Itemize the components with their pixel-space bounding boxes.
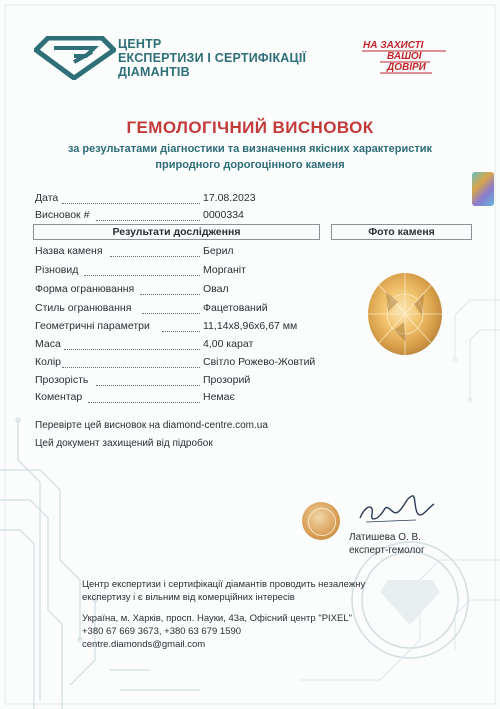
document-title: ГЕМОЛОГІЧНИЙ ВИСНОВОК (126, 118, 374, 137)
hologram-sticker (472, 172, 494, 206)
result-value: Немає (203, 391, 235, 403)
leader-dots (162, 331, 200, 332)
result-value: 4,00 карат (203, 338, 254, 350)
leader-dots (96, 385, 200, 386)
org-name-line1: ЦЕНТР (118, 37, 162, 51)
company-logo-icon (34, 36, 116, 80)
org-name-line2: ЕКСПЕРТИЗИ І СЕРТИФІКАЦІЇ (118, 51, 307, 65)
result-value: Фацетований (203, 302, 268, 314)
leader-dots (84, 275, 200, 276)
footer-line1: Центр експертизи і сертифікації діамантів проводить незалежну (82, 579, 366, 590)
result-label: Назва каменя (35, 245, 103, 257)
handwritten-signature (356, 490, 436, 530)
result-label: Коментар (35, 391, 83, 403)
result-label: Геометричні параметри (35, 320, 150, 332)
result-value: Світло Рожево-Жовтий (203, 356, 316, 368)
slogan-line2: ВАШОЇ (387, 51, 422, 62)
slogan (363, 40, 426, 73)
date-leader-dots (62, 203, 200, 204)
date-label: Дата (35, 192, 59, 204)
slogan-line1: НА ЗАХИСТІ (363, 40, 424, 51)
slogan-line3: ДОВІРИ (387, 62, 426, 73)
number-label: Висновок # (35, 209, 90, 221)
org-name-line3: ДІАМАНТІВ (118, 65, 190, 79)
footer-line2: експертизу і є вільним від комерційних інтересів (82, 592, 295, 603)
seal-ring (308, 508, 336, 536)
organization-name (118, 37, 306, 79)
footer-address: Україна, м. Харків, просп. Науки, 43а, Офісний центр "PIXEL" (82, 613, 353, 624)
subtitle-line2: природного дорогоцінного каменя (155, 159, 345, 171)
result-value: Морганіт (203, 264, 246, 276)
gemstone-photo (366, 272, 444, 356)
signer-role: експерт-гемолог (349, 545, 425, 556)
leader-dots (62, 367, 200, 368)
result-label: Маса (35, 338, 61, 350)
date-value: 17.08.2023 (203, 192, 256, 204)
leader-dots (110, 256, 200, 257)
result-label: Стиль огранювання (35, 302, 132, 314)
photo-section-header: Фото каменя (331, 224, 472, 240)
result-label: Колір (35, 356, 62, 368)
results-section-header: Результати дослідження (33, 224, 320, 240)
number-value: 0000334 (203, 209, 244, 221)
leader-dots (142, 313, 200, 314)
result-label: Різновид (35, 264, 79, 276)
footer-phones: +380 67 669 3673, +380 63 679 1590 (82, 626, 242, 637)
result-value: Берил (203, 245, 234, 257)
leader-dots (88, 402, 200, 403)
anti-forgery-notice: Цей документ захищений від підробок (35, 438, 213, 449)
result-value: Прозорий (203, 374, 251, 386)
document-subtitle (0, 141, 500, 173)
footer-email: centre.diamonds@gmail.com (82, 639, 206, 650)
result-value: 11,14х8,96х6,67 мм (203, 320, 298, 332)
verify-notice: Перевірте цей висновок на diamond-centre.com.ua (35, 420, 268, 431)
subtitle-line1: за результатами діагностики та визначення якісних характеристик (67, 143, 433, 155)
signer-name: Латишева О. В. (349, 532, 421, 543)
result-label: Прозорість (35, 374, 89, 386)
leader-dots (140, 294, 200, 295)
result-label: Форма огранювання (35, 283, 135, 295)
leader-dots (64, 349, 200, 350)
result-value: Овал (203, 283, 229, 295)
number-leader-dots (96, 220, 200, 221)
